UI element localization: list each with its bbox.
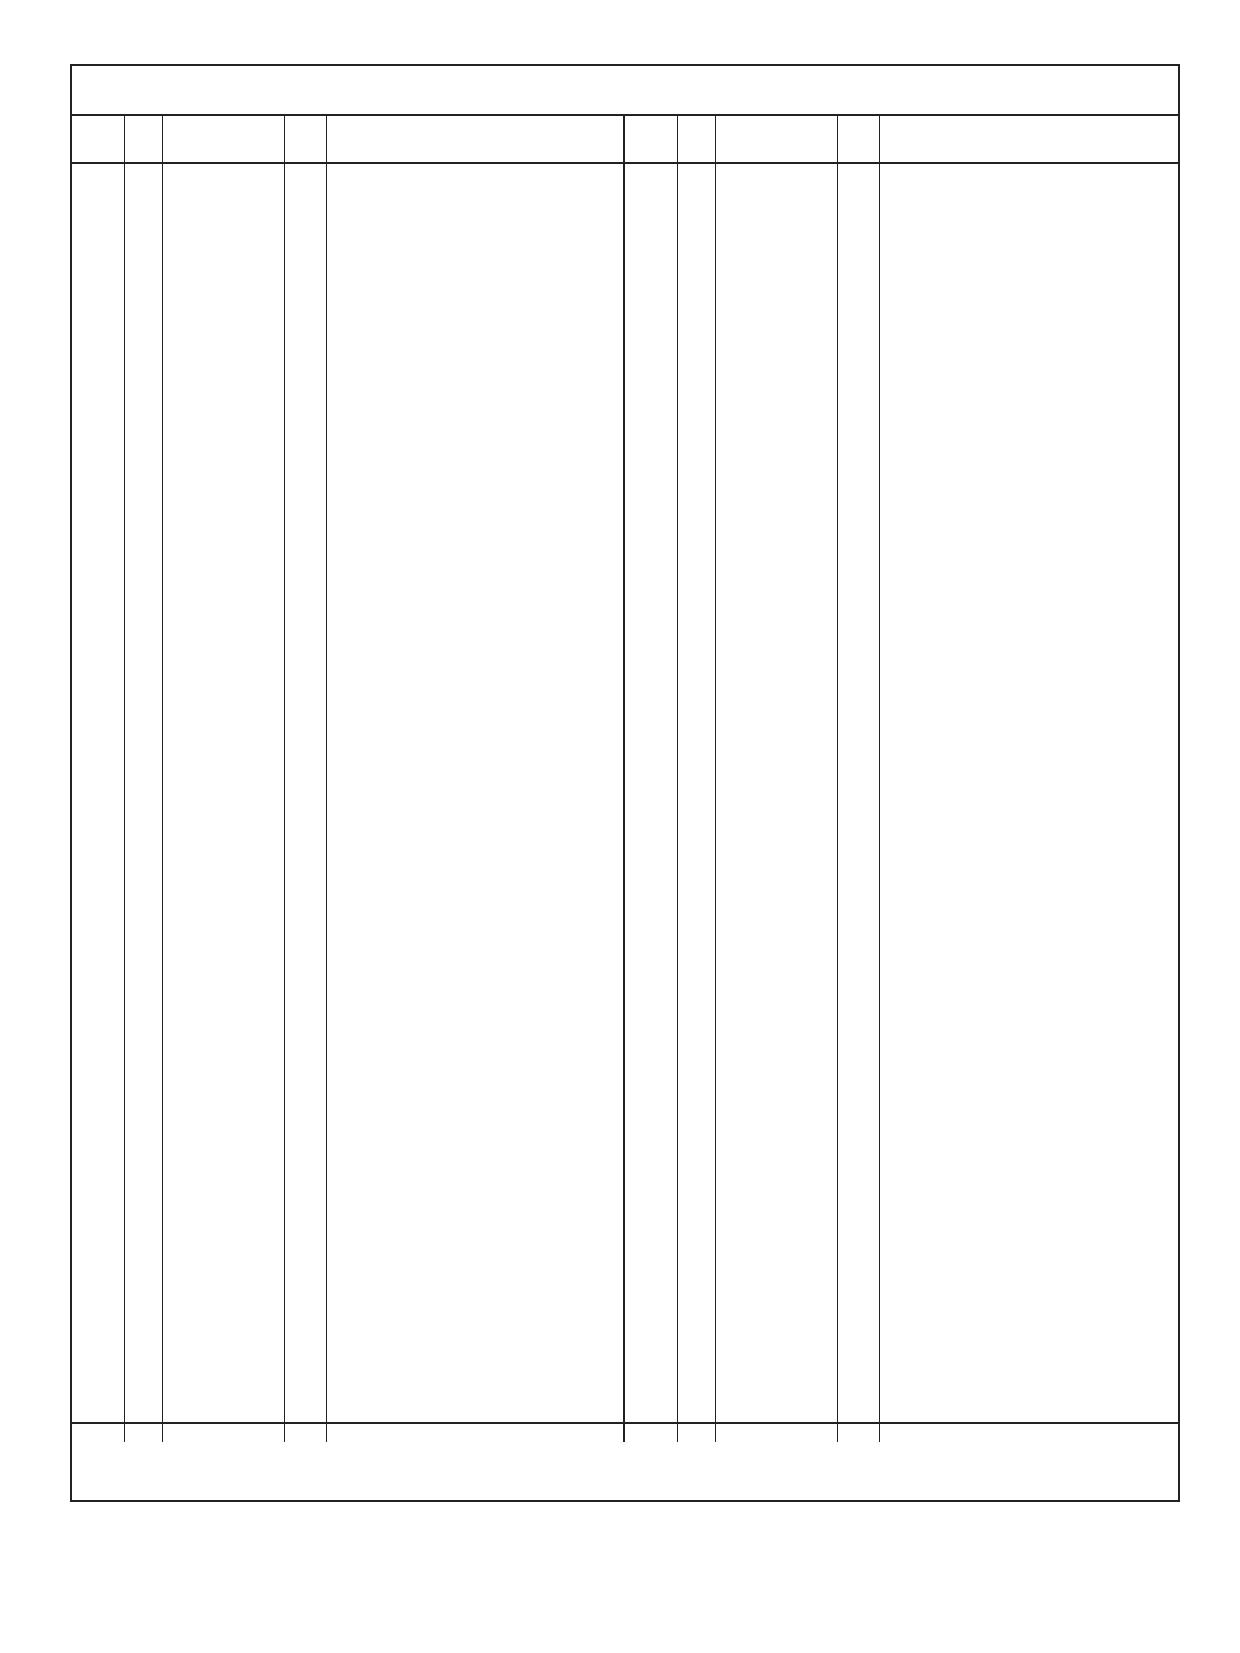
parts-table-body	[72, 162, 1178, 1490]
header-qty-right	[837, 114, 879, 162]
header-no-right	[677, 114, 715, 162]
header-note-right	[623, 114, 677, 162]
header-part-no-right	[715, 114, 837, 162]
header-part-name-left	[326, 114, 623, 162]
section-title	[72, 66, 1178, 116]
header-part-no-left	[162, 114, 284, 162]
header-note-left	[72, 114, 124, 162]
header-no-left	[124, 114, 162, 162]
header-part-name-right	[879, 114, 1180, 162]
table-header	[72, 114, 1178, 164]
parts-list-frame	[70, 64, 1180, 1502]
header-qty-left	[284, 114, 326, 162]
footer-divider	[72, 1422, 1178, 1424]
